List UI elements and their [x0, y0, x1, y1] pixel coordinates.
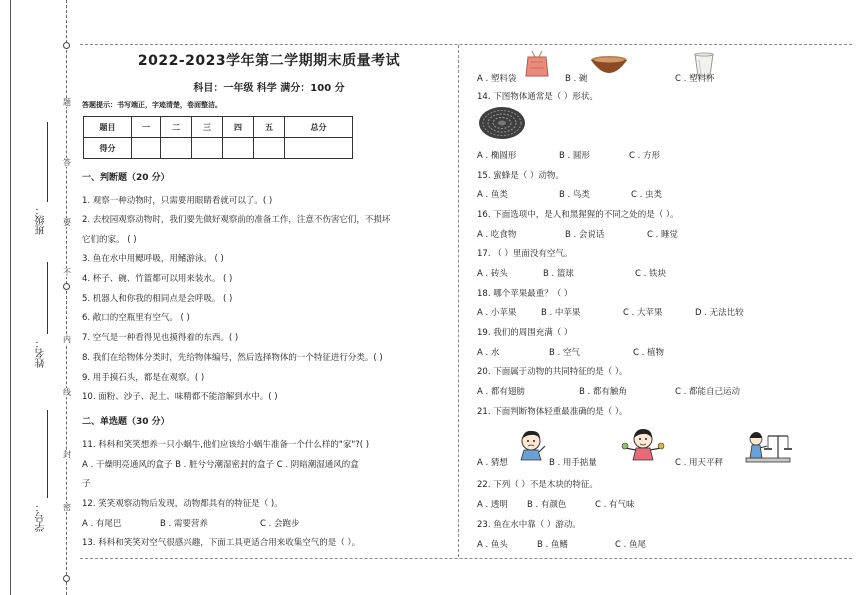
name-field[interactable]	[47, 262, 48, 334]
option[interactable]: A . 砖头	[477, 269, 508, 279]
question-3: 3. 鱼在水中用鳃呼吸，用鳍游泳。 ( )	[82, 254, 224, 264]
option[interactable]: A . 都有翅膀	[477, 387, 525, 397]
score-table-header: 二	[161, 117, 192, 138]
option[interactable]: B . 鱼鳍	[537, 540, 568, 550]
question-22: 22. 下列（ ）不是木块的特征。	[477, 480, 598, 490]
score-table-header: 五	[254, 117, 285, 138]
balance-scale-icon	[744, 428, 792, 464]
question-12-options	[82, 517, 300, 529]
option[interactable]: A . 透明	[477, 500, 508, 510]
option[interactable]: B . 都有触角	[579, 387, 627, 397]
score-table-header-row	[84, 117, 353, 138]
question-11: 11. 科科和笑笑想养一只小蜗牛,他们应该给小蜗牛准备一个什么样的"家"?( )	[82, 440, 370, 450]
option[interactable]: C . 植物	[633, 348, 665, 358]
question-8: 8. 我们在给物体分类时，先给物体编号，然后选择物体的一个特征进行分类。( )	[82, 353, 383, 363]
option[interactable]: A . 鱼头	[477, 540, 508, 550]
score-table-score-row	[84, 138, 353, 159]
question-21: 21. 下面判断物体轻重最准确的是（ ）。	[477, 407, 628, 417]
option[interactable]: B . 空气	[549, 348, 580, 358]
option[interactable]: C . 用天平秤	[675, 458, 724, 468]
exam-title: 2022-2023学年第二学期期末质量考试	[137, 53, 401, 69]
option[interactable]: B . 需要营养	[160, 519, 208, 529]
score-table-header: 一	[132, 117, 161, 138]
question-10: 10. 面粉、沙子、泥土、味精都不能溶解到水中。( )	[82, 392, 278, 402]
question-16-options	[477, 228, 678, 240]
option[interactable]: B . 圆形	[559, 151, 590, 161]
column-divider	[458, 45, 459, 557]
binding-char: 要	[63, 218, 71, 227]
binding-char: 题	[63, 98, 71, 107]
option[interactable]: B . 碗	[565, 74, 588, 84]
option[interactable]: D . 无法比较	[695, 308, 744, 318]
question-19-options	[477, 346, 664, 358]
binding-hole-icon	[63, 42, 70, 49]
question-20-options	[477, 385, 740, 397]
score-table	[83, 116, 353, 159]
option[interactable]: B . 鸟类	[559, 190, 590, 200]
option[interactable]: A . 吃食物	[477, 230, 517, 240]
question-21-options	[477, 456, 723, 468]
bottom-border	[80, 558, 852, 559]
option[interactable]: A . 水	[477, 348, 500, 358]
question-9: 9. 用手摸石头，都是在观察。( )	[82, 373, 205, 383]
option[interactable]: C . 睡觉	[647, 230, 679, 240]
binding-char: 密	[63, 503, 71, 512]
option[interactable]: C . 虫类	[631, 190, 663, 200]
binding-hole-icon	[63, 283, 70, 290]
question-16: 16. 下面选项中，是人和黑猩猩的不同之处的是（ ）。	[477, 210, 679, 220]
score-row-label: 得分	[84, 138, 132, 159]
section-judge-heading: 一、判断题（20 分）	[82, 173, 170, 183]
answer-tip: 答题提示：书写端正，字迹清楚，卷面整洁。	[82, 101, 222, 109]
score-cell[interactable]	[132, 138, 161, 159]
option[interactable]: C . 方形	[629, 151, 661, 161]
score-cell[interactable]	[192, 138, 223, 159]
question-22-options	[477, 498, 635, 510]
student-number-field[interactable]	[47, 410, 48, 498]
question-13-options	[477, 72, 715, 84]
score-cell[interactable]	[223, 138, 254, 159]
question-23-options	[477, 538, 646, 550]
option[interactable]: C . 鱼尾	[615, 540, 647, 550]
score-table-header: 四	[223, 117, 254, 138]
option[interactable]: A . 椭圆形	[477, 151, 517, 161]
option[interactable]: A . 小苹果	[477, 308, 517, 318]
option[interactable]: A . 塑料袋	[477, 74, 517, 84]
option[interactable]: C . 会跑步	[260, 519, 300, 529]
student-number-label: 学号：	[36, 502, 47, 532]
option[interactable]: A . 有尾巴	[82, 519, 122, 529]
question-18: 18. 哪个苹果最重？（ ）	[477, 289, 573, 299]
binding-char: 线	[63, 388, 71, 397]
question-17: 17. （ ）里面没有空气。	[477, 249, 573, 259]
question-12: 12. 笑笑观察动物后发现，动物都具有的特征是（ )。	[82, 499, 283, 509]
question-15-options	[477, 188, 662, 200]
score-cell[interactable]	[285, 138, 353, 159]
class-label: 班级：	[36, 205, 47, 235]
score-cell[interactable]	[161, 138, 192, 159]
question-6: 6. 敞口的空瓶里有空气。 ( )	[82, 313, 190, 323]
question-5: 5. 机器人和你我的相同点是会呼吸。 ( )	[82, 294, 233, 304]
option[interactable]: B . 有颜色	[527, 500, 567, 510]
question-15: 15. 蜜蜂是（ ）动物。	[477, 171, 564, 181]
question-14-options	[477, 149, 660, 161]
question-20: 20. 下面属于动物的共同特征的是（ ）。	[477, 367, 628, 377]
option[interactable]: C . 都能自己运动	[675, 387, 741, 397]
binding-hole-icon	[63, 575, 70, 582]
binding-outer-line	[10, 0, 11, 595]
score-cell[interactable]	[254, 138, 285, 159]
question-19: 19. 我们的周围充满（ ）	[477, 328, 573, 338]
binding-char: 不	[63, 268, 71, 277]
question-4: 4. 杯子、碗、竹篮都可以用来装水。 ( )	[82, 274, 233, 284]
option[interactable]: A . 猜想	[477, 458, 508, 468]
question-2: 2. 去校园观察动物时，我们要先做好观察前的准备工作，注意不伤害它们，不损坏	[82, 215, 391, 225]
option[interactable]: B . 中苹果	[541, 308, 581, 318]
exam-subtitle: 科目：一年级 科学 满分：100 分	[193, 83, 345, 94]
option[interactable]: B . 会说话	[565, 230, 605, 240]
question-13: 13. 科科和笑笑对空气很感兴趣，下面工具更适合用来收集空气的是（ ）。	[82, 538, 361, 548]
option[interactable]: C . 铁块	[635, 269, 667, 279]
score-table-header: 总分	[285, 117, 353, 138]
top-border	[80, 44, 852, 45]
score-table-header: 三	[192, 117, 223, 138]
question-18-options	[477, 306, 744, 318]
binding-margin	[0, 0, 78, 595]
binding-char: 封	[63, 450, 71, 459]
option[interactable]: B . 篮球	[543, 269, 574, 279]
class-field[interactable]	[47, 122, 48, 202]
option[interactable]: A . 鱼类	[477, 190, 508, 200]
option[interactable]: B . 用手掂量	[549, 458, 597, 468]
question-23: 23. 鱼在水中靠（ ）游动。	[477, 520, 581, 530]
section-choice-heading: 二、单选题（30 分）	[82, 417, 170, 427]
question-7: 7. 空气是一种看得见也摸得着的东西。( )	[82, 333, 239, 343]
woven-mat-icon	[478, 106, 526, 140]
question-11-options: A . 干燥明亮通风的盒子 B . 脏兮兮潮湿密封的盒子 C . 阴暗潮湿通风的盒	[82, 460, 359, 470]
question-17-options	[477, 267, 666, 279]
option[interactable]: C . 塑料杯	[675, 74, 715, 84]
name-label: 姓名：	[36, 338, 47, 368]
question-14: 14. 下图物体通常是（ ）形状。	[477, 92, 598, 102]
question-1: 1. 观察一种动物时，只需要用眼睛看就可以了。( )	[82, 196, 273, 206]
binding-char: 内	[63, 335, 71, 344]
score-table-header: 题目	[84, 117, 132, 138]
question-11-options-cont: 子	[82, 479, 91, 489]
option[interactable]: C . 大苹果	[623, 308, 663, 318]
option[interactable]: C . 有气味	[595, 500, 635, 510]
binding-char: 答	[63, 158, 71, 167]
question-2-cont: 它们的家。 ( )	[82, 235, 137, 245]
